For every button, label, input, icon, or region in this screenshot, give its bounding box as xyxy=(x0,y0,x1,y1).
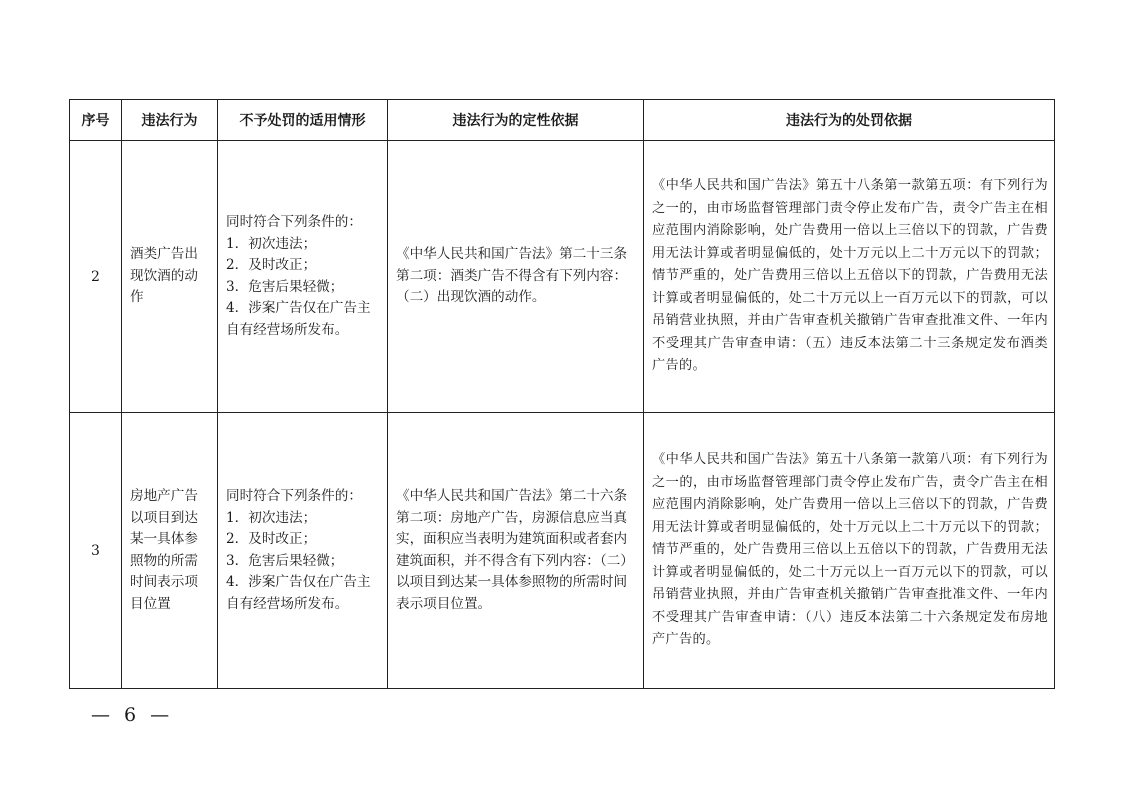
condition-line: 2．及时改正； xyxy=(226,257,317,273)
condition-line: 1．初次违法； xyxy=(226,509,317,526)
exemption-conditions-cell xyxy=(218,413,388,689)
violation-cell: 房地产广告以项目到达某一具体参照物的所需时间表示项目位置 xyxy=(122,413,218,689)
condition-line: 3．危害后果轻微； xyxy=(226,278,344,295)
serial-number-cell: 3 xyxy=(70,413,122,689)
table-header-row xyxy=(70,100,1055,141)
condition-line: 同时符合下列条件的： xyxy=(226,488,362,504)
exemption-conditions-cell xyxy=(218,141,388,413)
characterization-basis-cell: 《中华人民共和国广告法》第二十六条第二项：房地产广告，房源信息应当真实，面积应当表明为建筑面积或者套内建筑面积，并不得含有下列内容：（二）以项目到达某一具体参照物的所需时间表示项目位置。 xyxy=(388,413,644,689)
condition-line: 同时符合下列条件的： xyxy=(226,214,362,230)
penalty-table xyxy=(69,99,1055,689)
table-row xyxy=(70,141,1055,413)
page-number: — 6 — xyxy=(91,704,174,726)
condition-line: 4．涉案广告仅在广告主自有经营场所发布。 xyxy=(226,574,371,612)
condition-line: 2．及时改正； xyxy=(226,531,317,547)
serial-number-cell: 2 xyxy=(70,141,122,413)
header-violation: 违法行为 xyxy=(122,100,218,141)
penalty-basis-cell: 《中华人民共和国广告法》第五十八条第一款第八项：有下列行为之一的，由市场监督管理部门责令停止发布广告，责令广告主在相应范围内消除影响，处广告费用一倍以上三倍以下的罚款，广告费用无法计算或者明显偏低的，处十万元以上二十万元以下的罚款；情节严重的，处广告费用三倍以上五倍以下的罚款，广告费用无法计算或者明显偏低的，处二十万元以上一百万元以下的罚款，可以吊销营业执照，并由广告审查机关撤销广告审查批准文件、一年内不受理其广告审查申请：（八）违反本法第二十六条规定发布房地产广告的。 xyxy=(644,413,1055,689)
characterization-basis-cell: 《中华人民共和国广告法》第二十三条第二项：酒类广告不得含有下列内容：（二）出现饮酒的动作。 xyxy=(388,141,644,413)
condition-line: 4．涉案广告仅在广告主自有经营场所发布。 xyxy=(226,300,371,338)
header-characterization-basis: 违法行为的定性依据 xyxy=(388,100,644,141)
header-exemption-conditions: 不予处罚的适用情形 xyxy=(218,100,388,141)
penalty-basis-cell: 《中华人民共和国广告法》第五十八条第一款第五项：有下列行为之一的，由市场监督管理部门责令停止发布广告，责令广告主在相应范围内消除影响，处广告费用一倍以上三倍以下的罚款，广告费用无法计算或者明显偏低的，处十万元以上二十万元以下的罚款；情节严重的，处广告费用三倍以上五倍以下的罚款，广告费用无法计算或者明显偏低的，处二十万元以上一百万元以下的罚款，可以吊销营业执照，并由广告审查机关撤销广告审查批准文件、一年内不受理其广告审查申请：（五）违反本法第二十三条规定发布酒类广告的。 xyxy=(644,141,1055,413)
table-row xyxy=(70,413,1055,689)
header-penalty-basis: 违法行为的处罚依据 xyxy=(644,100,1055,141)
header-serial-number: 序号 xyxy=(70,100,122,141)
condition-line: 3．危害后果轻微； xyxy=(226,552,344,569)
condition-line: 1．初次违法； xyxy=(226,235,317,252)
violation-cell: 酒类广告出现饮酒的动作 xyxy=(122,141,218,413)
